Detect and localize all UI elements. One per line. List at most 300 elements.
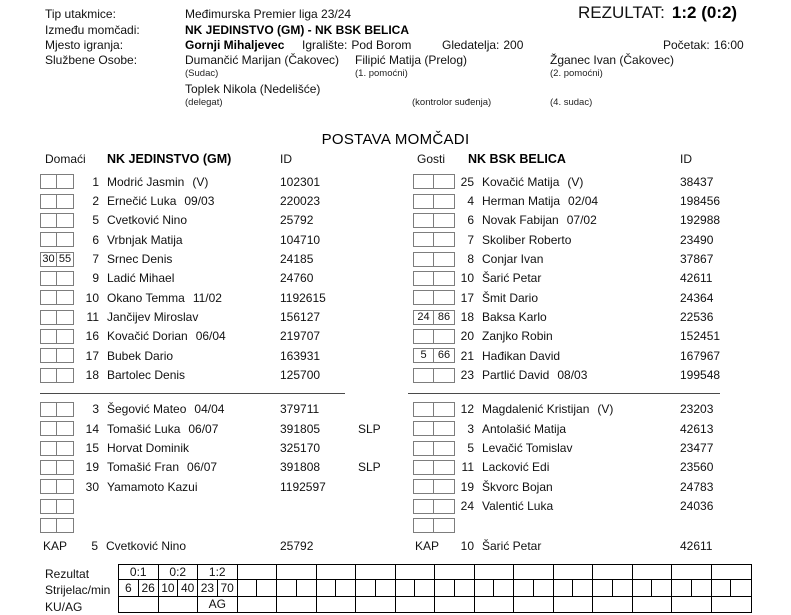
player-id: 25792 <box>280 213 314 228</box>
scorer-minute-cell <box>238 580 258 597</box>
player-row <box>38 477 400 496</box>
substitution-boxes <box>413 252 455 267</box>
substitution-boxes <box>40 329 74 344</box>
official-delegate: Toplek Nikola (Nedelišće) <box>185 82 321 96</box>
player-name: Tomašić Luka <box>107 421 181 436</box>
player-number: 2 <box>92 194 99 209</box>
player-name: Valentić Luka <box>482 499 554 514</box>
player-suffix: 02/04 <box>568 194 599 209</box>
sub-minute-box <box>57 310 74 325</box>
sub-player-number-box <box>40 368 57 383</box>
scorer-minute-cell <box>435 580 455 597</box>
player-suffix: (V) <box>567 174 584 189</box>
sub-minute-box <box>57 460 74 475</box>
player-row <box>38 365 400 384</box>
scorer-minute-cell <box>317 580 337 597</box>
sub-player-number-box <box>40 402 57 417</box>
away-captain-number: 10 <box>460 539 474 554</box>
player-number: 17 <box>460 290 474 305</box>
scorer-minute-cell: 40 <box>178 580 198 597</box>
sub-player-number-box <box>40 518 57 533</box>
player-row <box>38 458 400 477</box>
sub-minute-box <box>434 329 455 344</box>
away-starters-list <box>406 172 758 385</box>
sub-player-number-box <box>413 402 434 417</box>
ku-ag-cell <box>435 597 475 612</box>
result-score-cell <box>475 565 515 580</box>
player-name: Horvat Dominik <box>107 441 190 456</box>
player-suffix: 09/03 <box>184 194 215 209</box>
sub-player-number-box <box>40 174 57 189</box>
kickoff-value: 16:00 <box>713 38 744 52</box>
player-number: 19 <box>85 460 99 475</box>
result-score-cell <box>317 565 357 580</box>
sub-minute-box: 66 <box>434 348 455 363</box>
scorer-minute-cell <box>257 580 277 597</box>
sub-player-number-box <box>40 329 57 344</box>
substitution-boxes <box>413 479 455 494</box>
player-name: Bartolec Denis <box>107 368 186 383</box>
player-id: 23560 <box>680 460 714 475</box>
player-id: 125700 <box>280 368 321 383</box>
sub-player-number-box <box>40 479 57 494</box>
official-fourth-role: (4. sudac) <box>550 97 593 108</box>
sub-minute-box <box>434 290 455 305</box>
player-suffix: 06/04 <box>195 329 226 344</box>
player-id: 199548 <box>680 368 721 383</box>
substitution-boxes <box>40 252 74 267</box>
substitution-boxes <box>40 271 74 286</box>
sub-player-number-box <box>413 194 434 209</box>
player-number: 9 <box>92 271 99 286</box>
sub-player-number-box <box>40 290 57 305</box>
player-row <box>38 497 400 516</box>
away-team-block <box>406 152 758 554</box>
home-captain-id: 25792 <box>280 539 314 554</box>
player-id: 24036 <box>680 499 714 514</box>
substitution-boxes <box>413 518 455 533</box>
player-name: Partlić David <box>482 368 550 383</box>
scorer-minute-cell <box>415 580 435 597</box>
player-row <box>38 438 400 457</box>
player-number: 6 <box>92 232 99 247</box>
player-number: 21 <box>460 348 474 363</box>
player-row <box>406 327 758 346</box>
player-name: Zanjko Robin <box>482 329 553 344</box>
substitution-boxes <box>413 174 455 189</box>
substitution-boxes <box>413 460 455 475</box>
substitution-boxes <box>40 518 74 533</box>
home-captain-number: 5 <box>91 539 98 554</box>
player-number: 1 <box>92 174 99 189</box>
sub-minute-box <box>434 252 455 267</box>
substitution-boxes <box>40 174 74 189</box>
sub-player-number-box <box>40 194 57 209</box>
away-captain-id: 42611 <box>680 539 713 554</box>
scorer-minute-cell <box>336 580 356 597</box>
result-score-cell: 1:2 <box>198 565 238 580</box>
player-row <box>38 400 400 419</box>
pitch-field <box>302 38 411 52</box>
sub-player-number-box <box>413 252 434 267</box>
player-name: Bubek Dario <box>107 348 174 363</box>
sub-minute-box <box>57 232 74 247</box>
substitution-boxes <box>40 213 74 228</box>
result-score-cell: 0:2 <box>159 565 199 580</box>
player-row <box>38 269 400 288</box>
sub-minute-box <box>434 499 455 514</box>
substitution-boxes <box>413 194 455 209</box>
player-number: 16 <box>85 329 99 344</box>
player-name: Magdalenić Kristijan <box>482 402 590 417</box>
sub-minute-box <box>434 518 455 533</box>
sub-minute-box <box>434 460 455 475</box>
sub-minute-box <box>57 441 74 456</box>
player-row <box>38 230 400 249</box>
official-delegate-role: (delegat) <box>185 97 223 108</box>
official-assistant1: Filipić Matija (Prelog) <box>355 53 468 67</box>
player-name: Conjar Ivan <box>482 252 544 267</box>
player-number: 7 <box>92 252 99 267</box>
attendance-value: 200 <box>503 38 524 52</box>
result-score-cell <box>514 565 554 580</box>
substitution-boxes <box>413 310 455 325</box>
player-number: 19 <box>460 479 474 494</box>
sub-minute-box <box>57 329 74 344</box>
home-team-name: NK JEDINSTVO (GM) <box>107 152 232 166</box>
scorer-minute-cell <box>692 580 712 597</box>
substitution-boxes <box>413 441 455 456</box>
results-table <box>118 564 752 613</box>
player-id: 104710 <box>280 232 321 247</box>
result-score-cell <box>554 565 594 580</box>
scorer-minute-cell: 23 <box>198 580 218 597</box>
player-id: 37867 <box>680 252 714 267</box>
player-id: 163931 <box>280 348 321 363</box>
player-row <box>406 400 758 419</box>
player-row <box>38 346 400 365</box>
player-row <box>406 172 758 191</box>
substitution-boxes <box>413 213 455 228</box>
substitution-boxes <box>40 232 74 247</box>
sub-minute-box <box>434 174 455 189</box>
substitution-boxes <box>40 460 74 475</box>
attendance-field <box>442 38 523 52</box>
player-number: 15 <box>85 441 99 456</box>
player-id: 22536 <box>680 310 714 325</box>
official-assistant2-role: (2. pomoćni) <box>550 68 603 79</box>
scorer-minute-cell: 70 <box>218 580 238 597</box>
scorer-minute-cell <box>633 580 653 597</box>
player-name: Baksa Karlo <box>482 310 547 325</box>
ku-ag-cell <box>119 597 159 612</box>
official-controller-role: (kontrolor suđenja) <box>412 97 492 108</box>
player-id: 23477 <box>680 441 714 456</box>
substitution-boxes <box>40 348 74 363</box>
player-name: Kovačić Dorian <box>107 329 188 344</box>
result-score-cell <box>712 565 752 580</box>
substitution-boxes <box>413 232 455 247</box>
player-id: 38437 <box>680 174 714 189</box>
venue-label: Mjesto igranja: <box>45 38 124 52</box>
attendance-label: Gledatelja: <box>442 38 500 52</box>
lineups-title: POSTAVA MOMČADI <box>321 131 470 148</box>
substitution-boxes <box>413 499 455 514</box>
player-number: 11 <box>86 310 99 325</box>
player-number: 30 <box>85 479 99 494</box>
home-captain-label: KAP <box>43 539 68 554</box>
player-id: 42611 <box>680 271 713 286</box>
sub-minute-box <box>434 213 455 228</box>
sub-player-number-box <box>40 310 57 325</box>
player-id: 102301 <box>280 174 321 189</box>
player-name: Okano Temma <box>107 290 185 305</box>
result-value: 1:2 (0:2) <box>671 3 738 22</box>
result-score-cell: 0:1 <box>119 565 159 580</box>
sub-player-number-box <box>413 460 434 475</box>
sub-player-number-box <box>40 460 57 475</box>
player-tag: SLP <box>358 421 381 436</box>
away-id-header: ID <box>680 152 692 166</box>
player-number: 11 <box>461 460 474 475</box>
scorer-minute-cell <box>475 580 495 597</box>
sub-player-number-box <box>413 518 434 533</box>
sub-player-number-box <box>413 232 434 247</box>
teams-label: Između momčadi: <box>45 23 140 37</box>
scorer-minute-cell <box>731 580 751 597</box>
results-row-labels <box>45 566 110 615</box>
ku-ag-cell <box>633 597 673 612</box>
player-id: 1192615 <box>280 290 326 305</box>
player-name: Novak Fabijan <box>482 213 559 228</box>
player-number: 8 <box>467 252 474 267</box>
scorer-minute-cell <box>613 580 633 597</box>
ku-ag-cell <box>238 597 278 612</box>
player-id: 156127 <box>280 310 321 325</box>
result-score-cell <box>396 565 436 580</box>
scorer-minute-cell <box>356 580 376 597</box>
player-id: 24783 <box>680 479 714 494</box>
home-starters-list <box>38 172 400 385</box>
player-row <box>38 249 400 268</box>
substitution-boxes <box>40 402 74 417</box>
player-row <box>406 365 758 384</box>
away-captain-row <box>406 538 758 554</box>
player-row <box>406 211 758 230</box>
sub-minute-box <box>57 271 74 286</box>
player-id: 220023 <box>280 194 321 209</box>
player-id: 1192597 <box>280 479 326 494</box>
player-name: Srnec Denis <box>107 252 173 267</box>
player-number: 10 <box>85 290 99 305</box>
result-header <box>578 3 737 23</box>
sub-minute-box <box>57 402 74 417</box>
ku-ag-cell <box>514 597 554 612</box>
player-suffix: (V) <box>597 402 614 417</box>
ku-ag-cell <box>396 597 436 612</box>
ku-ag-cell <box>593 597 633 612</box>
away-subs-divider <box>408 393 720 394</box>
player-id: 391808 <box>280 460 321 475</box>
player-suffix: 04/04 <box>194 402 225 417</box>
sub-player-number-box <box>40 499 57 514</box>
player-id: 23203 <box>680 402 714 417</box>
sub-minute-box <box>434 194 455 209</box>
result-score-cell <box>593 565 633 580</box>
player-number: 17 <box>85 348 99 363</box>
player-number: 6 <box>467 213 474 228</box>
player-id: 167967 <box>680 348 721 363</box>
substitution-boxes <box>413 290 455 305</box>
home-captain-name: Cvetković Nino <box>106 539 187 554</box>
player-suffix: 11/02 <box>192 290 222 305</box>
player-row <box>38 191 400 210</box>
player-number: 14 <box>85 421 99 436</box>
player-row <box>406 288 758 307</box>
sub-minute-box: 55 <box>57 252 74 267</box>
player-suffix: 07/02 <box>566 213 597 228</box>
sub-player-number-box <box>413 271 434 286</box>
scorer-minute-cell: 6 <box>119 580 139 597</box>
sub-minute-box <box>434 479 455 494</box>
player-suffix: 06/07 <box>188 421 219 436</box>
substitution-boxes <box>413 421 455 436</box>
result-score-cell <box>633 565 673 580</box>
player-name: Ladić Mihael <box>107 271 175 286</box>
scorer-minute-cell <box>455 580 475 597</box>
player-name: Antolašić Matija <box>482 421 567 436</box>
player-number: 4 <box>467 194 474 209</box>
ku-ag-cell <box>317 597 357 612</box>
player-row <box>406 438 758 457</box>
substitution-boxes <box>413 368 455 383</box>
player-name: Lacković Edi <box>482 460 550 475</box>
scorer-minute-cell: 10 <box>159 580 179 597</box>
home-side-label: Domaći <box>45 152 86 166</box>
player-row <box>406 516 758 535</box>
home-team-block <box>38 152 400 554</box>
sub-minute-box <box>57 479 74 494</box>
player-number: 24 <box>460 499 474 514</box>
ku-ag-cell <box>356 597 396 612</box>
official-assistant1-role: (1. pomoćni) <box>355 68 408 79</box>
sub-player-number-box <box>40 232 57 247</box>
player-row <box>406 477 758 496</box>
sub-player-number-box <box>40 348 57 363</box>
player-suffix: 06/07 <box>187 460 218 475</box>
player-id: 24185 <box>280 252 314 267</box>
substitution-boxes <box>413 402 455 417</box>
home-id-header: ID <box>280 152 292 166</box>
sub-minute-box <box>434 271 455 286</box>
player-row <box>406 497 758 516</box>
player-id: 391805 <box>280 421 321 436</box>
results-scorer-row <box>119 580 751 597</box>
result-score-cell <box>277 565 317 580</box>
kickoff-field <box>663 38 744 52</box>
sub-minute-box <box>434 232 455 247</box>
player-id: 24760 <box>280 271 314 286</box>
scorer-minute-cell <box>494 580 514 597</box>
player-row <box>38 419 400 438</box>
player-id: 379711 <box>280 402 320 417</box>
scorer-minute-cell <box>514 580 534 597</box>
results-label-score: Rezultat <box>45 567 90 581</box>
substitution-boxes <box>40 368 74 383</box>
sub-minute-box <box>57 368 74 383</box>
player-name: Levačić Tomislav <box>482 441 573 456</box>
player-id: 24364 <box>680 290 714 305</box>
player-name: Šegović Mateo <box>107 402 187 417</box>
scorer-minute-cell <box>534 580 554 597</box>
scorer-minute-cell <box>277 580 297 597</box>
substitution-boxes <box>40 290 74 305</box>
player-row <box>406 269 758 288</box>
sub-player-number-box <box>40 421 57 436</box>
player-row <box>406 230 758 249</box>
player-name: Modrić Jasmin <box>107 174 185 189</box>
sub-player-number-box <box>413 499 434 514</box>
substitution-boxes <box>413 329 455 344</box>
result-score-cell <box>435 565 475 580</box>
player-number: 18 <box>85 368 99 383</box>
sub-minute-box <box>57 290 74 305</box>
pitch-value: Pod Borom <box>351 38 412 52</box>
scorer-minute-cell <box>376 580 396 597</box>
sub-player-number-box: 30 <box>40 252 57 267</box>
venue-value: Gornji Mihaljevec <box>185 38 285 52</box>
result-score-cell <box>238 565 278 580</box>
home-subs-list <box>38 400 400 535</box>
player-number: 3 <box>92 402 99 417</box>
player-number: 3 <box>467 421 474 436</box>
player-name: Yamamoto Kazui <box>107 479 198 494</box>
player-suffix: 08/03 <box>557 368 588 383</box>
player-row <box>406 191 758 210</box>
ku-ag-cell <box>475 597 515 612</box>
official-assistant2: Žganec Ivan (Čakovec) <box>550 53 675 67</box>
player-row <box>406 346 758 365</box>
scorer-minute-cell <box>672 580 692 597</box>
sub-minute-box <box>434 402 455 417</box>
scorer-minute-cell <box>573 580 593 597</box>
player-row <box>38 288 400 307</box>
player-id: 23490 <box>680 232 714 247</box>
sub-minute-box <box>57 518 74 533</box>
sub-player-number-box <box>413 174 434 189</box>
ku-ag-cell <box>277 597 317 612</box>
substitution-boxes <box>40 441 74 456</box>
sub-player-number-box: 5 <box>413 348 434 363</box>
sub-player-number-box <box>413 329 434 344</box>
sub-player-number-box: 24 <box>413 310 434 325</box>
home-subs-divider <box>40 393 345 394</box>
match-type-label: Tip utakmice: <box>45 7 116 21</box>
sub-minute-box <box>57 174 74 189</box>
player-name: Herman Matija <box>482 194 561 209</box>
player-row <box>38 327 400 346</box>
substitution-boxes <box>40 194 74 209</box>
away-side-label: Gosti <box>417 152 446 166</box>
player-name: Kovačić Matija <box>482 174 560 189</box>
sub-minute-box <box>434 441 455 456</box>
player-number: 25 <box>460 174 474 189</box>
player-id: 325170 <box>280 441 321 456</box>
player-number: 23 <box>460 368 474 383</box>
away-team-header <box>406 152 758 172</box>
player-name: Skoliber Roberto <box>482 232 572 247</box>
player-name: Hađikan David <box>482 348 561 363</box>
